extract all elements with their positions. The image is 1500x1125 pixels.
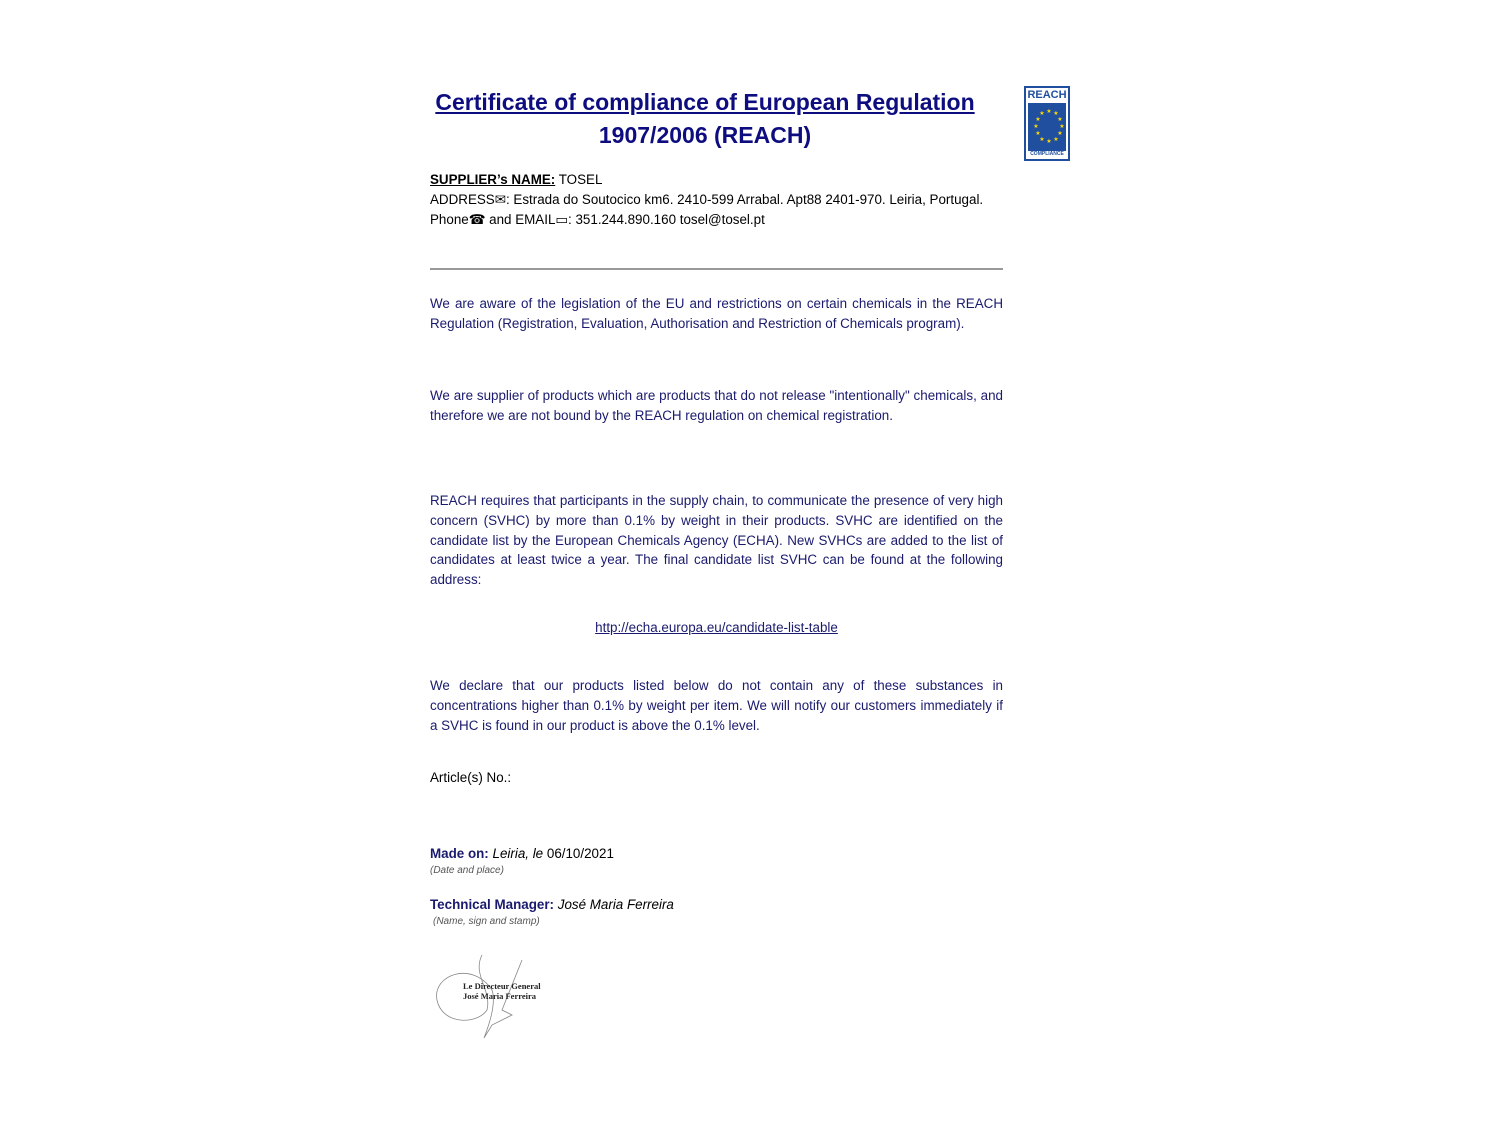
document-title: Certificate of compliance of European Regulation 1907/2006 (REACH) [435,89,975,148]
computer-icon: ▭ [555,211,569,227]
eu-stars-icon [1028,103,1066,151]
svg-text:★: ★ [1057,117,1063,123]
svg-text:★: ★ [1053,111,1059,117]
envelope-icon: ✉ [494,191,506,207]
svg-text:★: ★ [1057,131,1063,137]
divider [430,268,1003,270]
articles-label: Article(s) No.: [430,770,512,785]
svg-text:★: ★ [1046,139,1052,145]
svg-text:★: ★ [1035,117,1041,123]
supplier-block: SUPPLIER’s NAME: TOSEL ADDRESS✉: Estrada do Soutocico km6. 2410-599 Arrabal. Apt88 2401-970. Leiria, Portugal. Phone☎ and EMAIL▭: 351.244.890.160 tosel@tosel.pt [430,172,984,227]
svg-text:★: ★ [1035,131,1041,137]
paragraph-supplier: We are supplier of products which are products that do not release "intentionally" chemicals, and therefore we are not bound by the REACH regulation on chemical registration. [430,388,1003,423]
svg-text:★: ★ [1053,137,1059,143]
phone-icon: ☎ [468,211,486,227]
svg-text:★: ★ [1039,111,1045,117]
svg-text:★: ★ [1039,137,1045,143]
paragraph-declaration: We declare that our products listed below do not contain any of these substances in concentrations higher than 0.1% by weight per item. We will notify our customers immediately if a SVHC is found in our product is above the 0.1% level. [430,678,1003,733]
svg-text:★: ★ [1046,109,1052,115]
svg-text:★: ★ [1033,124,1039,130]
paragraph-svhc: REACH requires that participants in the supply chain, to communicate the presence of very high concern (SVHC) by more than 0.1% by weight in their products. SVHC are identified on the candidate list by the European Chemicals Agency (ECHA). New SVHCs are added to the list of candidates at least twice a year. The final candidate list SVHC can be found at the following address: [430,493,1003,588]
technical-manager: Technical Manager: José Maria Ferreira (Name, sign and stamp) [430,897,674,927]
made-on: Made on: Leiria, le 06/10/2021 (Date and place) [430,846,614,876]
reach-compliance-logo: REACH ★ ★ ★ ★ ★ ★ ★ ★ ★ ★ ★ ★ COMPLIANCE [1024,86,1070,161]
paragraph-awareness: We are aware of the legislation of the EU and restrictions on certain chemicals in the REACH Regulation (Registration, Evaluation, Authorisation and Restriction of Chemicals program). [430,296,1003,331]
svg-text:★: ★ [1059,124,1065,130]
echa-link[interactable]: http://echa.europa.eu/candidate-list-table [595,620,838,635]
signature-stamp: Le Directeur General José Maria Ferreira [432,950,552,1042]
